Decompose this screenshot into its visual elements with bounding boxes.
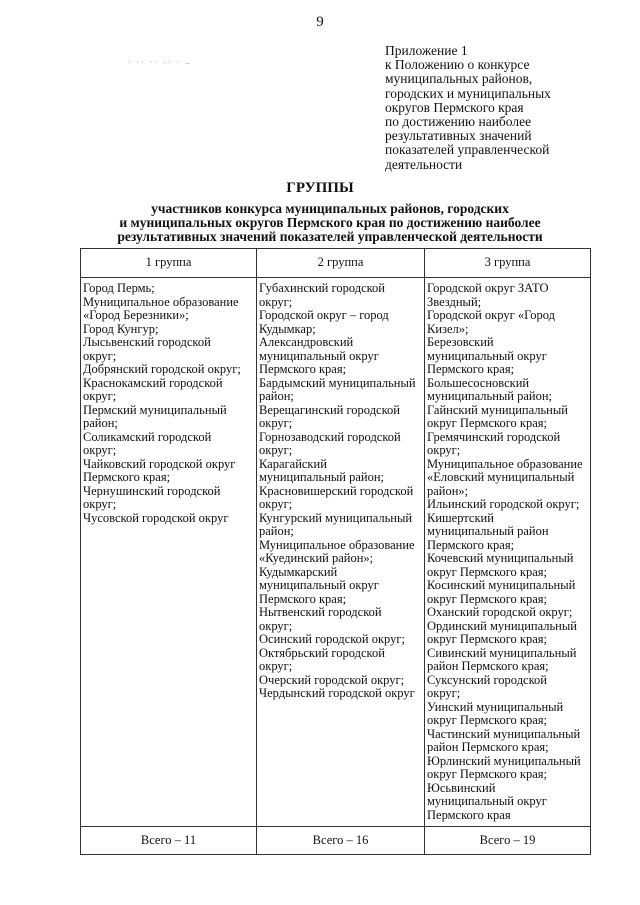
list-item: Юрлинский муниципальный [427, 753, 581, 768]
list-item: округ; [259, 294, 293, 309]
list-item: муниципальный округ [427, 348, 547, 363]
list-item: Краснокамский городской [83, 375, 223, 390]
list-item: Карагайский [259, 456, 327, 471]
groups-table [80, 248, 591, 855]
list-item: Пермского края; [259, 591, 347, 606]
list-item: Соликамский городской [83, 429, 212, 444]
group-2-list [257, 278, 425, 827]
list-item: Ильинский городской округ; [427, 497, 580, 511]
list-item: Бардымский муниципальный [259, 375, 416, 390]
list-item: Муниципальное образование [259, 537, 415, 552]
list-item: Юсьвинский [427, 780, 496, 795]
list-item: муниципальный район [427, 524, 549, 538]
appendix-line: показателей управленческой [385, 142, 550, 158]
list-item: Чусовской городской округ [83, 510, 229, 525]
list-item: округ; [427, 443, 461, 457]
list-item: Уинский муниципальный [427, 699, 564, 714]
list-item: округ; [83, 389, 117, 403]
list-item: Кудымкар; [259, 321, 316, 336]
list-item: Березовский [427, 335, 494, 349]
list-item: округ Пермского края; [427, 591, 547, 606]
list-item: Гремячинский городской [427, 429, 561, 444]
list-item: Кунгурский муниципальный [259, 510, 413, 525]
list-item: округ; [83, 348, 117, 363]
list-item: муниципальный округ [427, 794, 547, 808]
list-item: муниципальный округ [259, 348, 379, 363]
list-item: округ; [259, 618, 293, 633]
list-item: округ Пермского края; [427, 564, 547, 579]
list-item: Красновишерский городской [259, 483, 414, 498]
list-item: район Пермского края; [427, 659, 549, 673]
appendix-line: деятельности [385, 156, 463, 172]
table-row-lists [81, 278, 591, 827]
list-item: Пермского края; [83, 470, 171, 484]
list-item: район; [259, 389, 294, 403]
subtitle-line: участников конкурса муниципальных районов, городских [151, 201, 509, 216]
group-3-list [425, 278, 591, 827]
appendix-note [385, 44, 625, 172]
appendix-line: городских и муниципальных [385, 85, 551, 101]
list-item: муниципальный район; [427, 389, 553, 403]
appendix-line: к Положению о конкурсе [385, 57, 530, 73]
list-item: Суксунский городской [427, 672, 547, 687]
list-item: Сивинский муниципальный [427, 645, 577, 660]
list-item: Чайковский городской округ [83, 456, 236, 471]
list-item: округ Пермского края; [427, 632, 547, 646]
group-1-list [81, 278, 257, 827]
list-item: Частинский муниципальный [427, 726, 581, 741]
list-item: Кочевский муниципальный [427, 551, 574, 565]
list-item: Кудымкарский [259, 564, 338, 579]
list-item: округ; [259, 497, 293, 511]
table-row-totals [81, 827, 591, 855]
list-item: Губахинский городской [259, 281, 385, 295]
list-item: Косинский муниципальный [427, 578, 576, 592]
list-item: округ; [259, 443, 293, 457]
list-item: Пермского края; [259, 362, 347, 376]
header-group-1: 1 группа [81, 249, 257, 278]
list-item: округ; [259, 416, 293, 430]
total-group-1: Всего – 11 [81, 827, 257, 855]
appendix-line: округов Пермского края [385, 99, 524, 115]
list-item: Городской округ – город [259, 308, 389, 322]
list-item: округ; [427, 686, 461, 700]
list-item: округ Пермского края; [427, 416, 547, 430]
list-item: Город Пермь; [83, 281, 155, 295]
list-item: Городской округ ЗАТО [427, 281, 549, 295]
list-item: Лысьвенский городской [83, 335, 211, 349]
list-item: Город Кунгур; [83, 321, 159, 336]
list-item: район; [259, 524, 294, 538]
page-number: 9 [316, 14, 324, 30]
list-item: Гайнский муниципальный [427, 402, 568, 417]
list-item: Верещагинский городской [259, 402, 400, 417]
list-item: Горнозаводский городской [259, 429, 401, 444]
list-item: Александровский [259, 335, 354, 349]
list-item: муниципальный район; [259, 470, 385, 484]
list-item: «Еловский муниципальный [427, 470, 575, 484]
list-item: район; [83, 416, 118, 430]
total-group-3: Всего – 19 [425, 827, 591, 855]
list-item: «Город Березники»; [83, 308, 189, 322]
list-item: округ; [259, 659, 293, 673]
list-item: Пермского края; [427, 537, 515, 552]
document-subtitle [60, 202, 600, 244]
list-item: Добрянский городской округ; [83, 362, 241, 376]
list-item: район»; [427, 483, 469, 498]
subtitle-line: и муниципальных округов Пермского края по достижению наиболее [119, 215, 541, 230]
list-item: Чернушинский городской [83, 483, 221, 498]
list-item: муниципальный округ [259, 578, 379, 592]
list-item: Муниципальное образование [83, 294, 239, 309]
list-item: округ; [83, 497, 117, 511]
list-item: Муниципальное образование [427, 456, 583, 471]
list-item: «Куединский район»; [259, 551, 374, 565]
list-item: Пермского края [427, 807, 511, 822]
list-item: район Пермского края; [427, 740, 549, 754]
document-title: ГРУППЫ [286, 180, 354, 196]
list-item: Пермский муниципальный [83, 402, 227, 417]
appendix-line: результативных значений [385, 128, 532, 144]
subtitle-line: результативных значений показателей управленческой деятельности [117, 229, 543, 244]
list-item: округ Пермского края; [427, 713, 547, 727]
appendix-line: по достижению наиболее [385, 114, 532, 130]
list-item: Очерский городской округ; [259, 672, 405, 687]
appendix-line: муниципальных районов, [385, 71, 533, 87]
list-item: округ Пермского края; [427, 767, 547, 781]
table-header-row [81, 249, 591, 278]
list-item: Городской округ «Город [427, 308, 555, 322]
list-item: Чердынский городской округ [259, 686, 415, 700]
list-item: округ; [83, 443, 117, 457]
list-item: Большесосновский [427, 375, 530, 390]
list-item: Октябрьский городской [259, 645, 385, 660]
list-item: Нытвенский городской [259, 605, 382, 619]
list-item: Звездный; [427, 294, 482, 309]
header-group-3: 3 группа [425, 249, 591, 278]
scan-artifact: · ·· ·· ·· · – [128, 58, 192, 67]
list-item: Кишертский [427, 510, 494, 525]
list-item: Пермского края; [427, 362, 515, 376]
list-item: Оханский городской округ; [427, 605, 573, 619]
total-group-2: Всего – 16 [257, 827, 425, 855]
list-item: Ординский муниципальный [427, 618, 577, 633]
appendix-line: Приложение 1 [385, 43, 468, 58]
list-item: Кизел»; [427, 321, 469, 336]
list-item: Осинский городской округ; [259, 632, 405, 646]
header-group-2: 2 группа [257, 249, 425, 278]
